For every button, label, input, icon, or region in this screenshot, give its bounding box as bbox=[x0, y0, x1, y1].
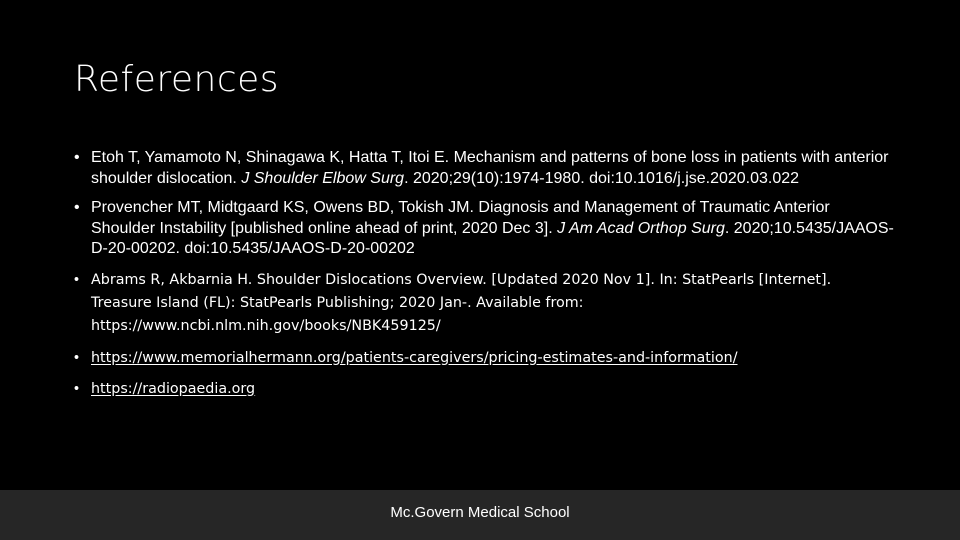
bullet-icon: • bbox=[74, 199, 80, 216]
journal-name: J Shoulder Elbow Surg bbox=[241, 169, 405, 187]
reference-item-memorialhermann bbox=[74, 347, 894, 370]
bullet-icon: • bbox=[74, 271, 80, 288]
reference-citation: . 2020;10.5435/JAAOS-D-20-00202. doi:10.5435/JAAOS-D-20-00202 bbox=[91, 219, 894, 257]
footer-bar bbox=[0, 490, 960, 540]
bullet-icon: • bbox=[74, 380, 80, 397]
slide-title: References bbox=[74, 59, 280, 100]
reference-text: Etoh T, Yamamoto N, Shinagawa K, Hatta T, Itoi E. Mechanism and patterns of bone loss in patients with anterior shoulder dislocation. bbox=[91, 149, 889, 187]
journal-name: J Am Acad Orthop Surg bbox=[557, 219, 725, 237]
reference-text: Abrams R, Akbarnia H. Shoulder Dislocations Overview. [Updated 2020 Nov 1]. In: StatPearls [Internet]. Treasure Island (FL): StatPearls Publishing; 2020 Jan-. Available from: https://www.ncbi.nlm.nih.gov/books/NBK459125/ bbox=[91, 271, 832, 334]
reference-citation: . 2020;29(10):1974-1980. doi:10.1016/j.jse.2020.03.022 bbox=[404, 169, 800, 187]
reference-item-radiopaedia bbox=[74, 378, 894, 401]
memorialhermann-link[interactable]: https://www.memorialhermann.org/patients-caregivers/pricing-estimates-and-information/ bbox=[91, 349, 738, 366]
reference-item-abrams bbox=[74, 269, 894, 338]
footer-school-name: Mc.Govern Medical School bbox=[390, 504, 570, 521]
reference-list bbox=[74, 148, 894, 409]
reference-text: Provencher MT, Midtgaard KS, Owens BD, Tokish JM. Diagnosis and Management of Traumatic Anterior Shoulder Instability [published online ahead of print, 2020 Dec 3]. bbox=[91, 199, 830, 237]
radiopaedia-link[interactable]: https://radiopaedia.org bbox=[91, 380, 256, 397]
bullet-icon: • bbox=[74, 349, 80, 366]
reference-item-etoh bbox=[74, 148, 894, 189]
bullet-icon: • bbox=[74, 149, 80, 166]
reference-item-provencher bbox=[74, 198, 894, 260]
